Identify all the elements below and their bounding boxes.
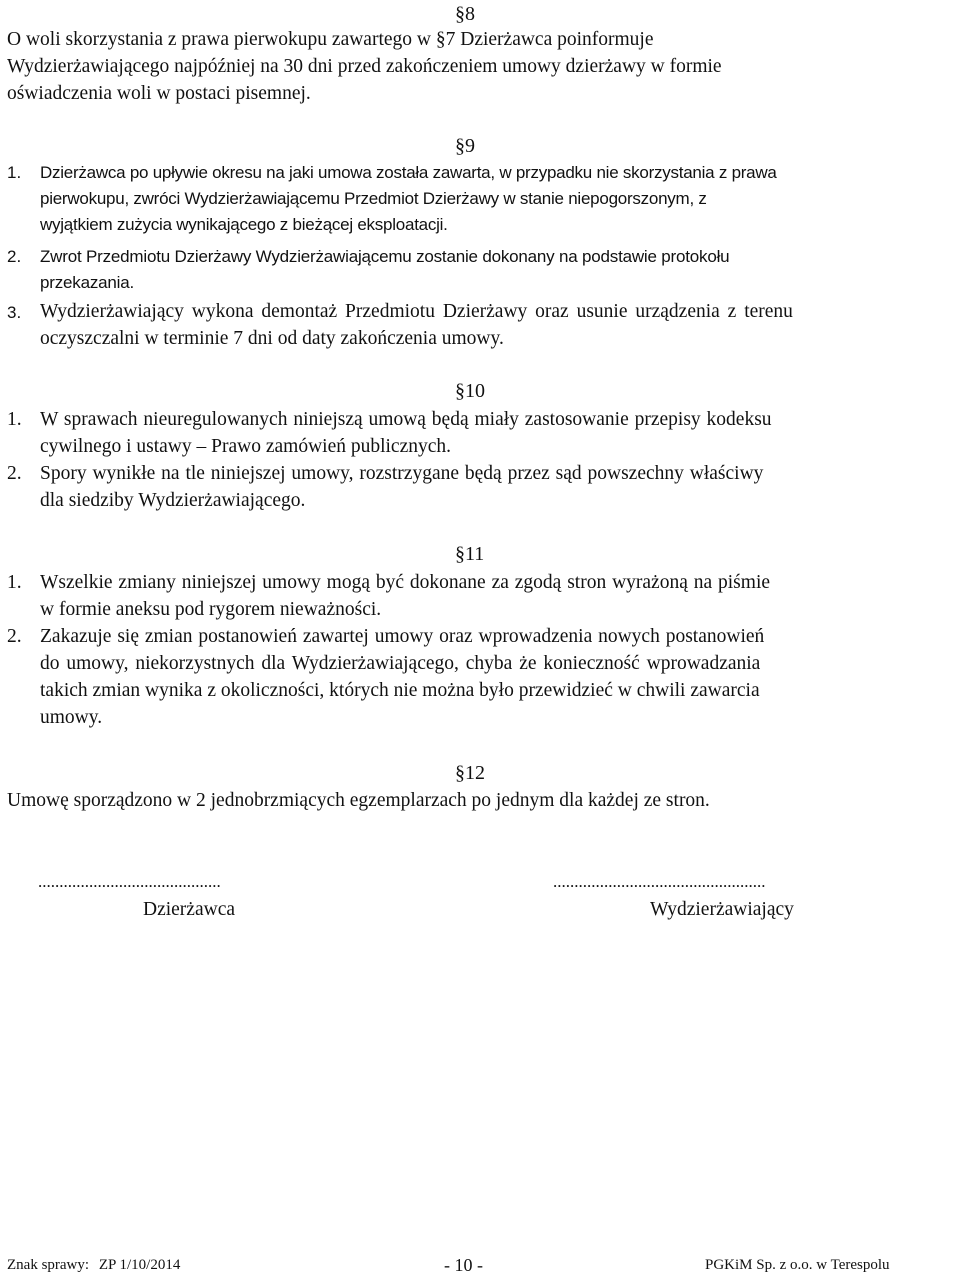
- section-9-heading: §9: [455, 135, 475, 157]
- item-line: Zwrot Przedmiotu Dzierżawy Wydzierżawiającemu zostanie dokonany na podstawie protokołu: [40, 247, 730, 266]
- item-line: dla siedziby Wydzierżawiającego.: [40, 490, 306, 511]
- item-number: 2.: [7, 463, 22, 484]
- item-line: wyjątkiem zużycia wynikającego z bieżącej eksploatacji.: [40, 215, 448, 234]
- footer-case: [7, 1256, 180, 1274]
- section-8-line: oświadczenia woli w postaci pisemnej.: [7, 83, 311, 104]
- signature-line-left: ...........................................: [38, 872, 221, 891]
- item-number: 2.: [7, 626, 22, 647]
- section-12-text: Umowę sporządzono w 2 jednobrzmiących egzemplarzach po jednym dla każdej ze stron.: [7, 790, 710, 811]
- section-8-line: O woli skorzystania z prawa pierwokupu zawartego w §7 Dzierżawca poinformuje: [7, 29, 654, 50]
- item-line: cywilnego i ustawy – Prawo zamówień publicznych.: [40, 436, 452, 457]
- item-line: Wszelkie zmiany niniejszej umowy mogą być dokonane za zgodą stron wyrażoną na piśmie: [40, 572, 771, 593]
- item-number: 3.: [7, 303, 22, 322]
- item-line: w formie aneksu pod rygorem nieważności.: [40, 599, 382, 620]
- item-line: przekazania.: [40, 273, 134, 292]
- section-8-heading: §8: [455, 3, 475, 25]
- footer-page-number: - 10 -: [444, 1255, 483, 1275]
- item-number: 1.: [7, 163, 22, 182]
- signature-label-right: Wydzierżawiający: [650, 899, 794, 920]
- section-11-heading: §11: [455, 543, 485, 565]
- item-line: umowy.: [40, 707, 103, 728]
- item-number: 1.: [7, 572, 22, 593]
- signature-label-left: Dzierżawca: [143, 899, 236, 920]
- footer-case-number: ZP 1/10/2014: [98, 1257, 181, 1273]
- section-10-heading: §10: [455, 380, 485, 402]
- item-line: Dzierżawca po upływie okresu na jaki umowa została zawarta, w przypadku nie skorzystania z prawa: [40, 163, 777, 182]
- section-12-heading: §12: [455, 762, 485, 784]
- item-line: Wydzierżawiający wykona demontaż Przedmiotu Dzierżawy oraz usunie urządzenia z terenu: [40, 301, 793, 322]
- signature-line-right: ..................................................: [553, 872, 766, 891]
- item-line: oczyszczalni w terminie 7 dni od daty zakończenia umowy.: [40, 328, 504, 349]
- footer-case-label: Znak sprawy:: [7, 1257, 90, 1273]
- item-number: 1.: [7, 409, 22, 430]
- item-line: Zakazuje się zmian postanowień zawartej umowy oraz wprowadzenia nowych postanowień: [40, 626, 765, 647]
- item-line: W sprawach nieuregulowanych niniejszą umową będą miały zastosowanie przepisy kodeksu: [40, 409, 772, 430]
- item-number: 2.: [7, 247, 22, 266]
- item-line: takich zmian wynika z okoliczności, których nie można było przewidzieć w chwili zawarcia: [40, 680, 760, 701]
- item-line: pierwokupu, zwróci Wydzierżawiającemu Przedmiot Dzierżawy w stanie niepogorszonym, z: [40, 189, 707, 208]
- item-line: do umowy, niekorzystnych dla Wydzierżawiającego, chyba że konieczność wprowadzania: [40, 653, 761, 674]
- item-line: Spory wynikłe na tle niniejszej umowy, rozstrzygane będą przez sąd powszechny właściwy: [40, 463, 764, 484]
- section-8-text: [7, 26, 722, 107]
- section-8-line: Wydzierżawiającego najpóźniej na 30 dni przed zakończeniem umowy dzierżawy w formie: [7, 56, 722, 77]
- footer-organization: PGKiM Sp. z o.o. w Terespolu: [705, 1257, 890, 1273]
